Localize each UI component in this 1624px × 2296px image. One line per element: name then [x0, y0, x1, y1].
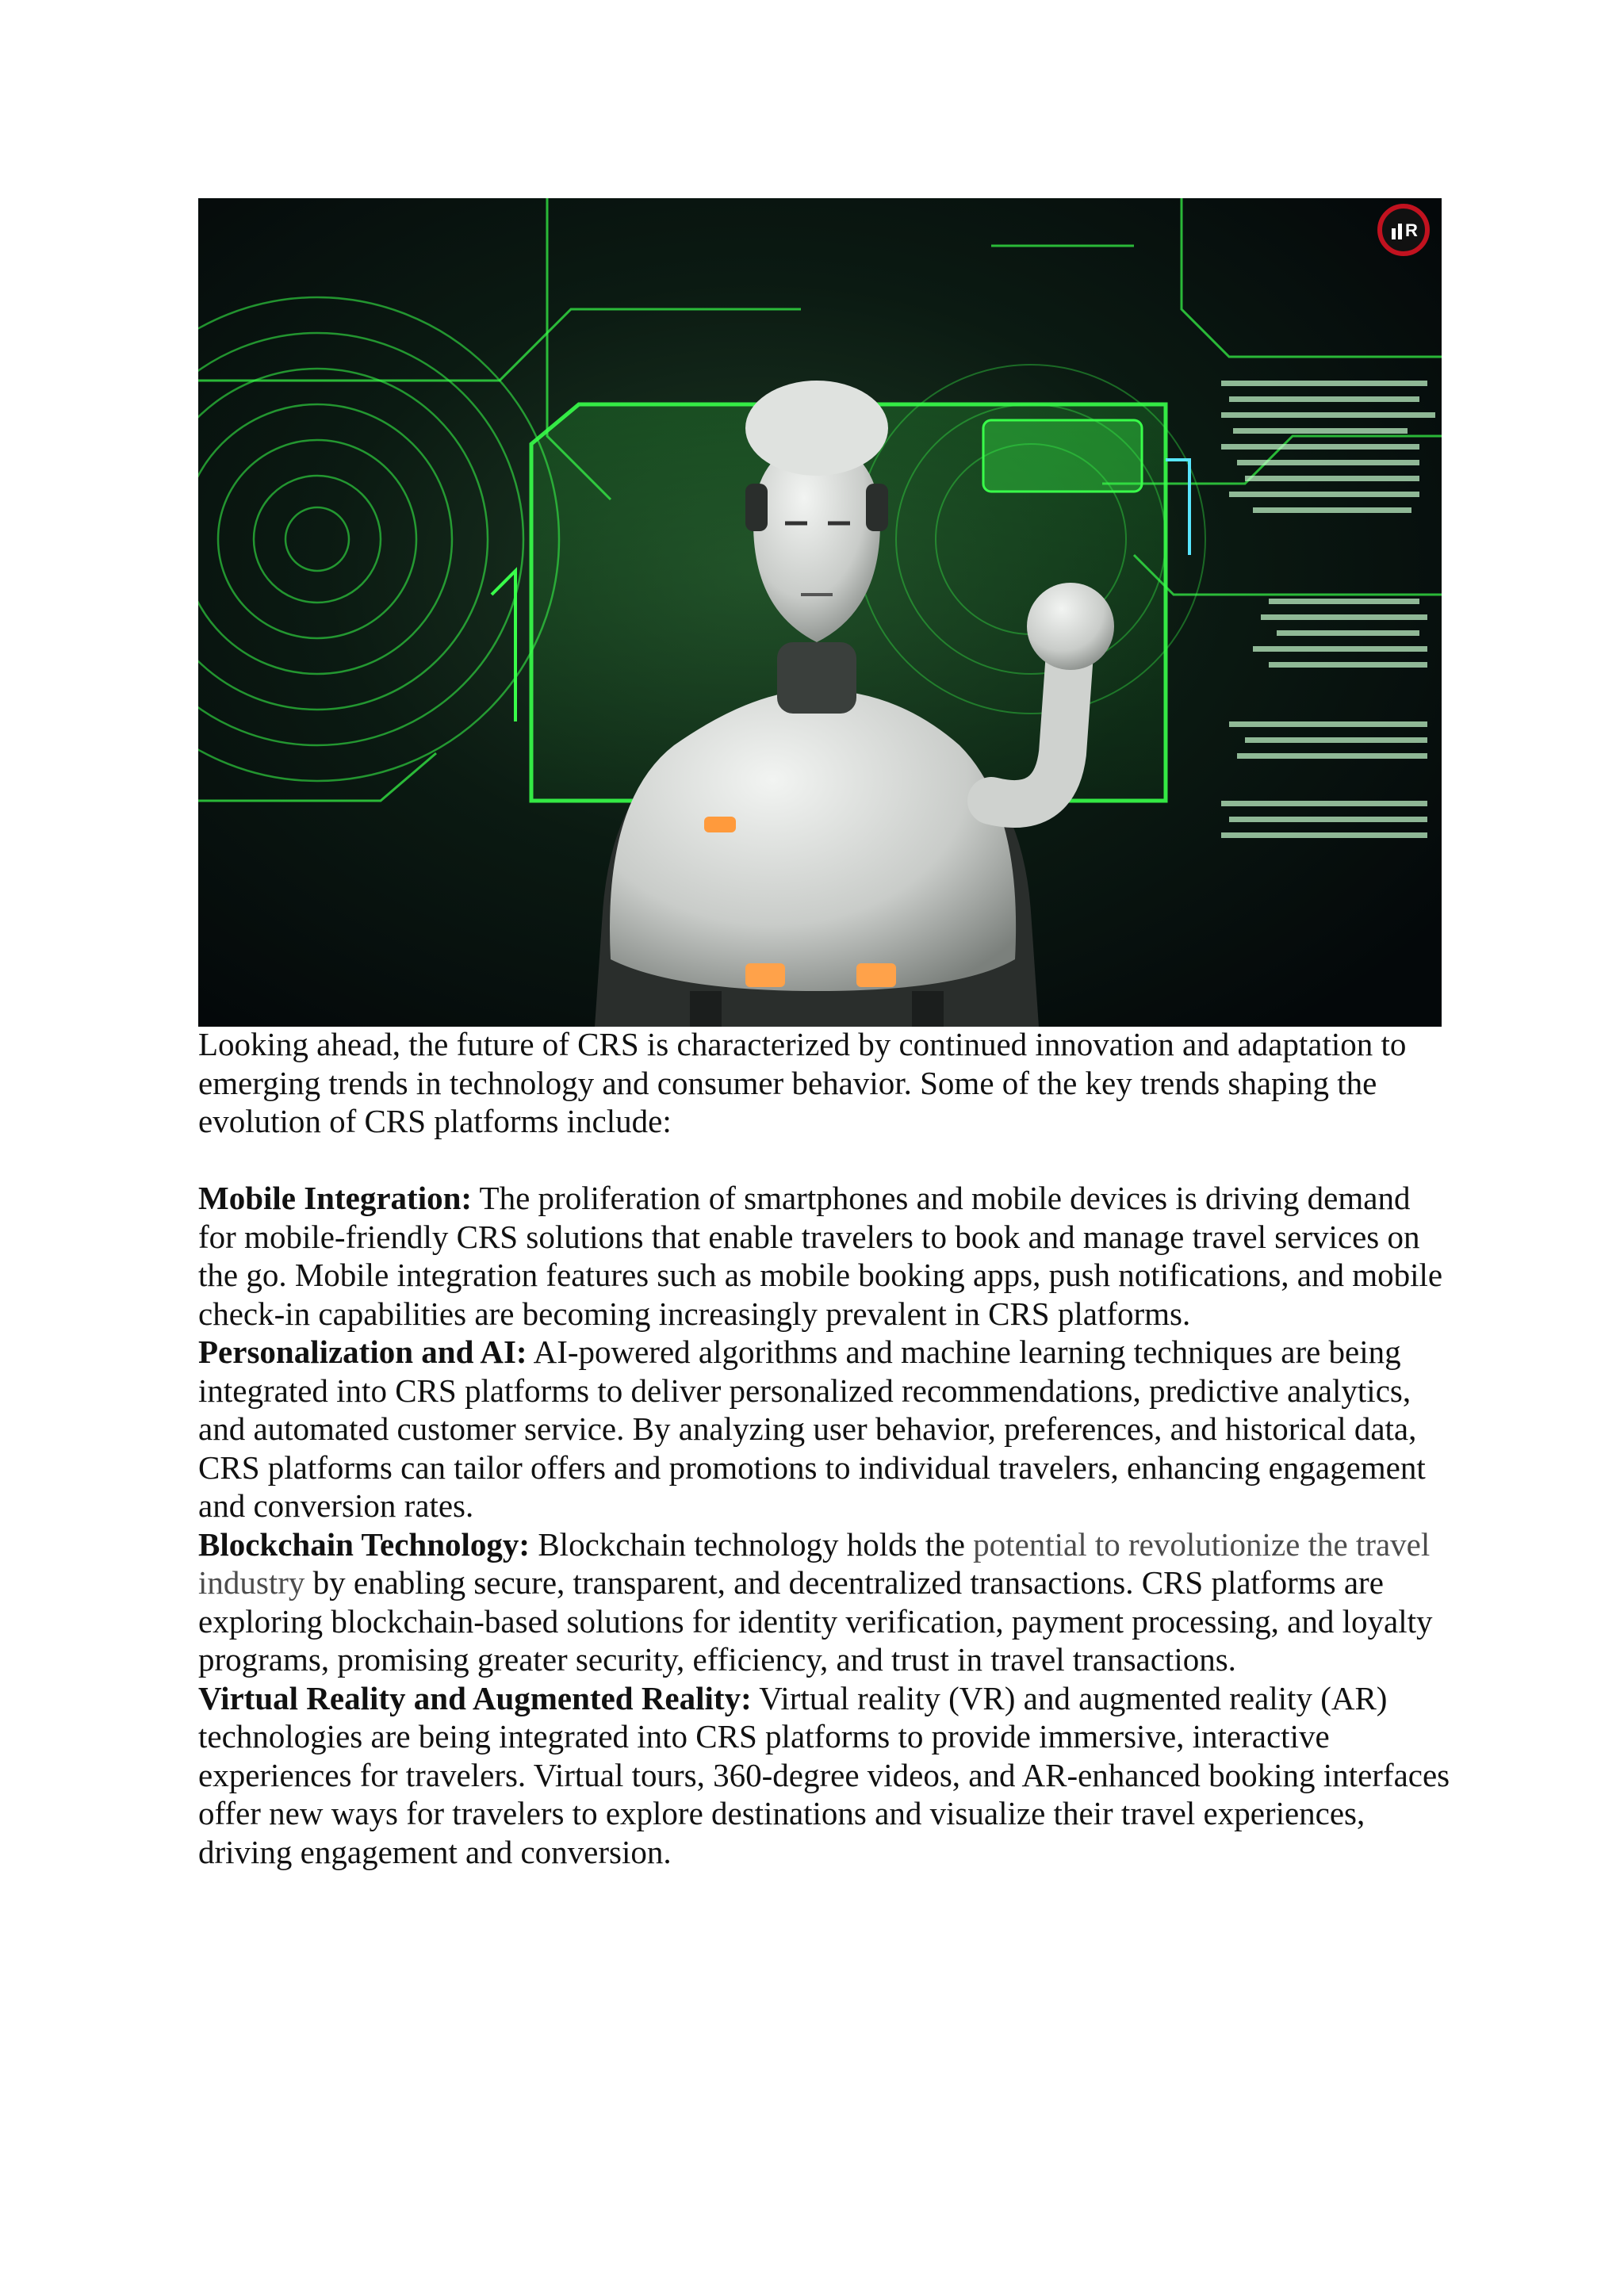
- trend-ai: [198, 1333, 1451, 1525]
- intro-paragraph: Looking ahead, the future of CRS is characterized by continued innovation and adaptation to emerging trends in technology and consumer behavior. Some of the key trends shaping the evolution of CRS platforms include:: [198, 1026, 1407, 1139]
- robot-hologram-illustration: [198, 198, 1442, 1027]
- hero-image: [198, 198, 1442, 1027]
- trend-text: by enabling secure, transparent, and decentralized transactions. CRS platforms are exploring blockchain-based solutions for identity verification, payment processing, and loyalty programs, promising greater security, efficiency, and trust in travel transactions.: [198, 1564, 1433, 1678]
- logo-badge: [1380, 206, 1427, 254]
- trend-blockchain: [198, 1525, 1451, 1679]
- trend-term: Blockchain Technology:: [198, 1525, 530, 1563]
- trend-term: Mobile Integration:: [198, 1180, 473, 1216]
- trend-term: Virtual Reality and Augmented Reality:: [198, 1679, 752, 1716]
- trend-vr-ar: [198, 1679, 1451, 1872]
- trend-text: Virtual reality (VR) and augmented reality (AR) technologies are being integrated into CRS platforms to provide immersive, interactive experiences for travelers. Virtual tours, 360-degree videos, and AR-enhanced booking interfaces offer new ways for travelers to explore destinations and visualize their travel experiences, driving engagement and conversion.: [198, 1679, 1450, 1870]
- article-body: [198, 1025, 1451, 1871]
- trend-text: Blockchain technology holds the: [530, 1525, 974, 1563]
- trend-term: Personalization and AI:: [198, 1334, 527, 1370]
- svg-text:R: R: [1405, 220, 1418, 240]
- trend-text: AI-powered algorithms and machine learning techniques are being integrated into CRS platforms to deliver personalized recommendations, predictive analytics, and automated customer service. By analyzing user behavior, preferences, and historical data, CRS platforms can tailor offers and promotions to individual travelers, enhancing engagement and conversion rates.: [198, 1334, 1426, 1524]
- trend-mobile: [198, 1179, 1451, 1333]
- inline-link[interactable]: potential to revolutionize the travel industry: [198, 1525, 1431, 1601]
- trend-text: The proliferation of smartphones and mobile devices is driving demand for mobile-friendly CRS solutions that enable travelers to book and manage travel services on the go. Mobile integration features such as mobile booking apps, push notifications, and mobile check-in capabilities are becoming increasingly prevalent in CRS platforms.: [198, 1180, 1443, 1332]
